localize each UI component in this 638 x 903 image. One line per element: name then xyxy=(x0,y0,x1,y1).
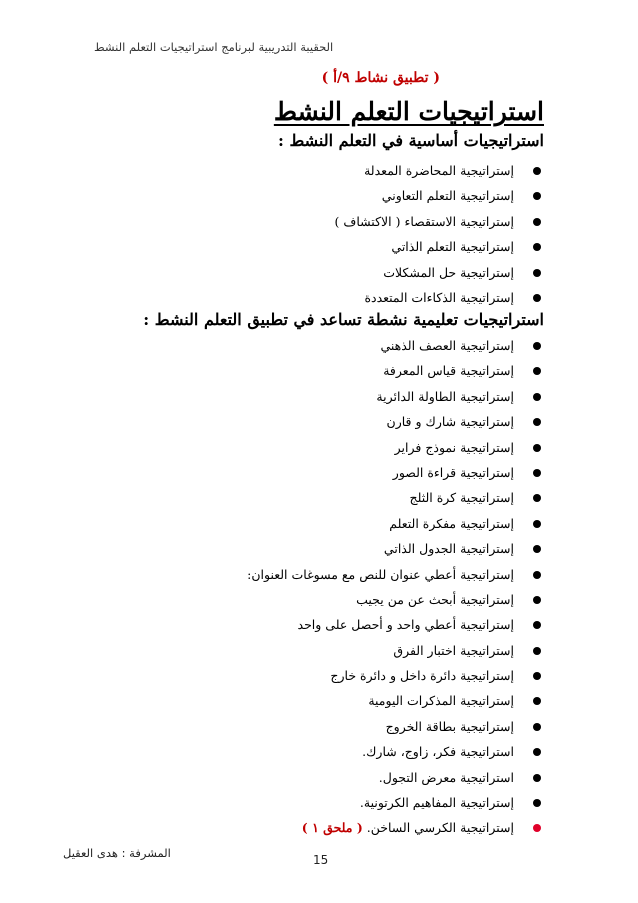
bullet-icon xyxy=(533,774,541,782)
bullet-icon xyxy=(533,545,541,553)
activity-label: ( تطبيق نشاط ٩/أ ) xyxy=(321,70,440,86)
list-item xyxy=(335,209,544,234)
basic-strategies-list xyxy=(335,158,544,310)
list-item xyxy=(247,460,544,485)
list-item-text: إستراتيجية الطاولة الدائرية xyxy=(376,388,514,404)
list-item xyxy=(247,688,544,713)
list-item xyxy=(247,587,544,612)
list-item-text: إستراتيجية أبحث عن من يجيب xyxy=(356,591,514,607)
list-item xyxy=(247,663,544,688)
list-item-text: إستراتيجية المذكرات اليومية xyxy=(368,693,514,709)
list-item xyxy=(247,790,544,815)
list-item xyxy=(247,562,544,587)
list-item-text: إستراتيجية قراءة الصور xyxy=(392,464,514,480)
list-item-text: استراتيجية فكر، زاوج، شارك. xyxy=(362,744,514,760)
page-header: الحقيبة التدريبية لبرنامج استراتيجيات التعلم النشط xyxy=(94,40,334,54)
bullet-icon xyxy=(533,192,541,200)
list-item-text: إستراتيجية التعلم الذاتي xyxy=(391,239,514,255)
page-title: استراتيجيات التعلم النشط xyxy=(273,97,544,126)
list-item-text: إستراتيجية الجدول الذاتي xyxy=(383,541,514,557)
bullet-icon xyxy=(533,269,541,277)
bullet-icon xyxy=(533,799,541,807)
list-item xyxy=(247,435,544,460)
list-item-text: إستراتيجية حل المشكلات xyxy=(383,264,514,280)
list-item-hot-seat xyxy=(247,815,544,840)
bullet-icon xyxy=(533,697,541,705)
list-item xyxy=(247,714,544,739)
list-item-text: إستراتيجية الذكاءات المتعددة xyxy=(364,289,514,305)
bullet-icon xyxy=(533,571,541,579)
list-item xyxy=(247,511,544,536)
list-item-text: إستراتيجية التعلم التعاوني xyxy=(381,188,514,204)
list-item-text: إستراتيجية بطاقة الخروج xyxy=(385,718,514,734)
bullet-icon xyxy=(533,494,541,502)
list-item xyxy=(335,234,544,259)
bullet-icon xyxy=(533,647,541,655)
list-item xyxy=(335,183,544,208)
list-item xyxy=(247,612,544,637)
list-item xyxy=(247,739,544,764)
list-item-text: استراتيجية معرض التجول. xyxy=(378,769,514,785)
bullet-icon xyxy=(533,367,541,375)
list-item xyxy=(247,358,544,383)
bullet-icon xyxy=(533,596,541,604)
bullet-icon xyxy=(533,723,541,731)
list-item-text: إستراتيجية اختبار الفرق xyxy=(393,642,514,658)
list-item-text: إستراتيجية الكرسي الساخن. xyxy=(366,820,514,836)
list-item xyxy=(335,285,544,310)
list-item-text: إستراتيجية الاستقصاء ( الاكتشاف ) xyxy=(334,213,514,229)
list-item xyxy=(247,485,544,510)
list-item-text: إستراتيجية قياس المعرفة xyxy=(383,363,514,379)
footer-supervisor: المشرفة : هدى العقيل xyxy=(63,846,171,860)
bullet-icon xyxy=(533,418,541,426)
list-item-text: إستراتيجية المحاضرة المعدلة xyxy=(364,163,514,178)
bullet-icon xyxy=(533,294,541,302)
bullet-icon xyxy=(533,393,541,401)
list-item-text: إستراتيجية العصف الذهني xyxy=(380,338,514,353)
bullet-icon xyxy=(533,621,541,629)
list-item-text: إستراتيجية مفكرة التعلم xyxy=(389,515,514,531)
bullet-icon xyxy=(533,342,541,350)
list-item-text: إستراتيجية أعطي عنوان للنص مع مسوغات العنوان: xyxy=(247,566,514,582)
list-item-text: إستراتيجية أعطي واحد و أحصل على واحد xyxy=(297,617,514,633)
bullet-icon xyxy=(533,243,541,251)
bullet-icon xyxy=(533,748,541,756)
bullet-icon xyxy=(533,218,541,226)
list-item-text: إستراتيجية شارك و قارن xyxy=(386,414,514,430)
list-item-text: إستراتيجية نموذج فراير xyxy=(394,439,514,455)
list-item-text: إستراتيجية دائرة داخل و دائرة خارج xyxy=(330,668,514,684)
page-number: 15 xyxy=(313,853,329,867)
bullet-icon xyxy=(533,167,541,175)
red-bullet-icon xyxy=(533,824,541,832)
list-item xyxy=(247,409,544,434)
supporting-strategies-list xyxy=(247,333,544,841)
bullet-icon xyxy=(533,469,541,477)
list-item-text: إستراتيجية كرة الثلج xyxy=(409,490,514,506)
list-item xyxy=(247,765,544,790)
appendix-note: ( ملحق ١ ) xyxy=(301,820,363,836)
list-item xyxy=(335,260,544,285)
list-item xyxy=(247,333,544,358)
list-item xyxy=(335,158,544,183)
bullet-icon xyxy=(533,672,541,680)
list-item xyxy=(247,638,544,663)
bullet-icon xyxy=(533,444,541,452)
section-heading-basic: استراتيجيات أساسية في التعلم النشط : xyxy=(277,131,544,150)
section-heading-supporting: استراتيجيات تعليمية نشطة تساعد في تطبيق التعلم النشط : xyxy=(143,310,544,329)
list-item xyxy=(247,536,544,561)
list-item-text: إستراتيجية المفاهيم الكرتونية. xyxy=(359,795,514,811)
list-item xyxy=(247,384,544,409)
bullet-icon xyxy=(533,520,541,528)
